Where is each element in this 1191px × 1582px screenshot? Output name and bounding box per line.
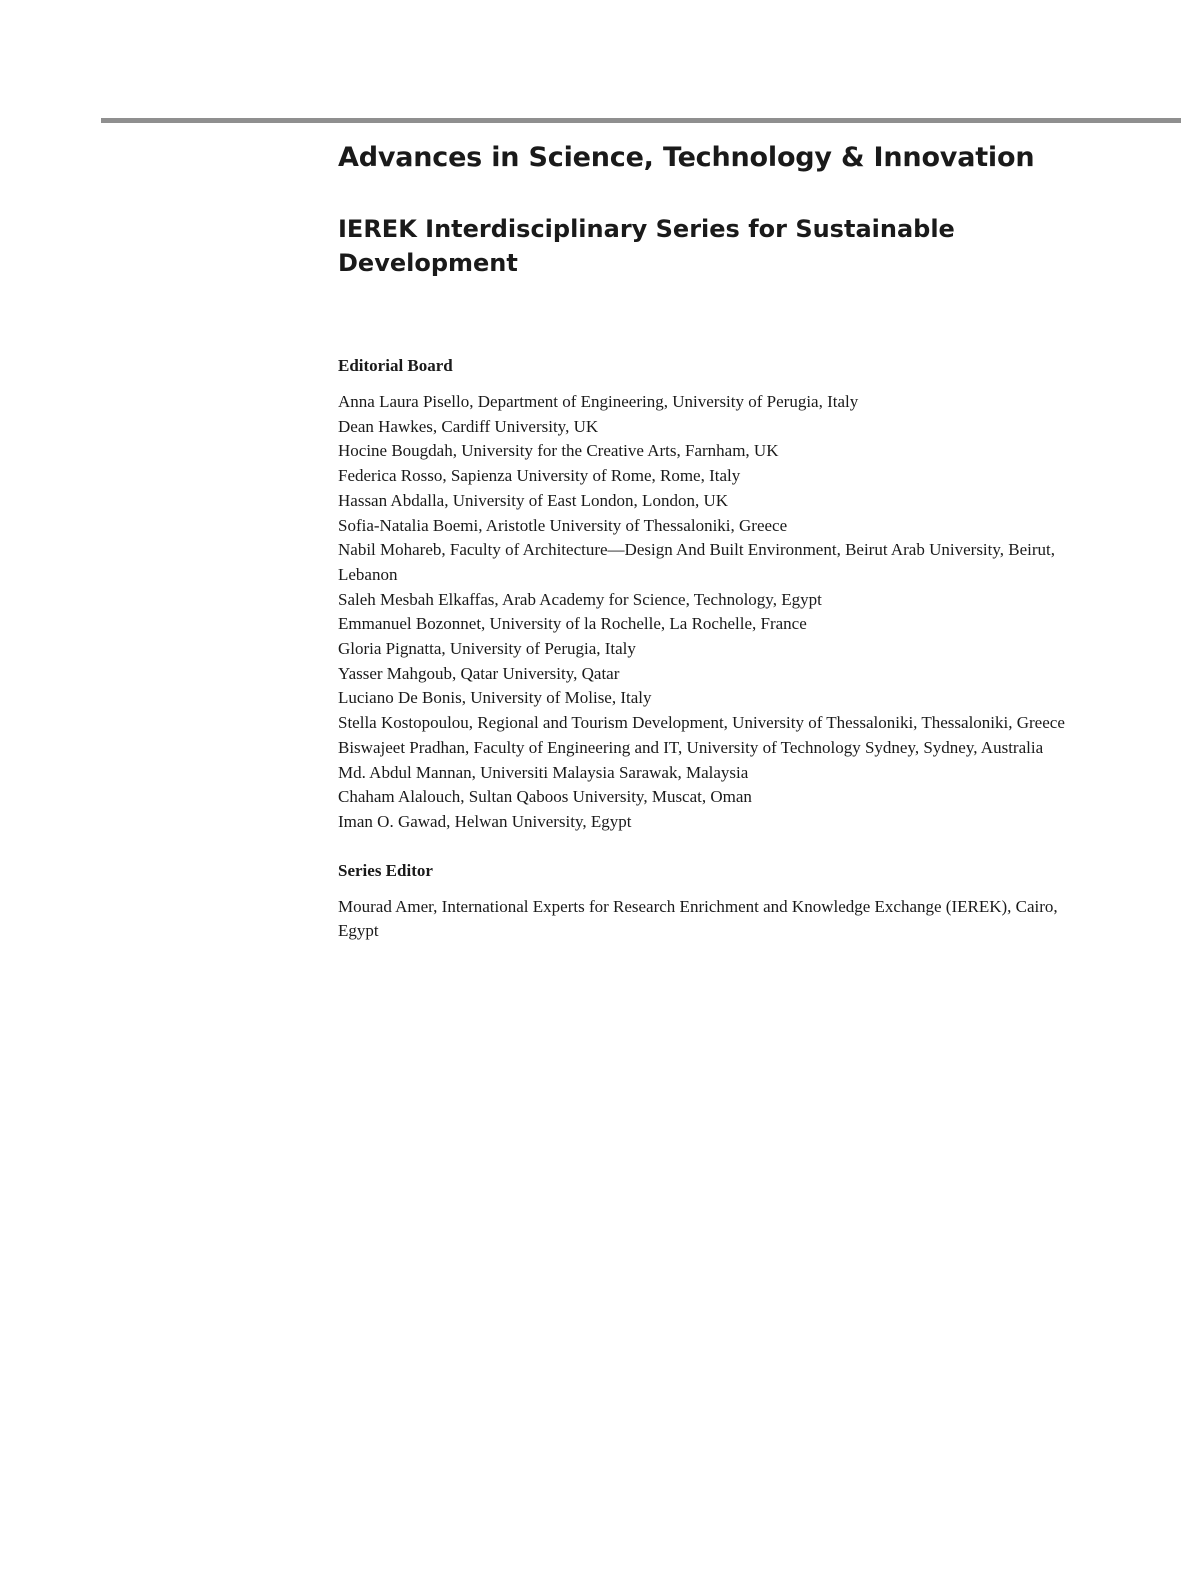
board-member: Luciano De Bonis, University of Molise, Italy: [338, 688, 652, 708]
board-member: Yasser Mahgoub, Qatar University, Qatar: [338, 663, 620, 683]
board-member: Gloria Pignatta, University of Perugia, Italy: [338, 639, 636, 659]
board-member: Hocine Bougdah, University for the Creative Arts, Farnham, UK: [338, 441, 779, 461]
board-member: Chaham Alalouch, Sultan Qaboos University, Muscat, Oman: [338, 787, 752, 807]
board-member: Federica Rosso, Sapienza University of Rome, Rome, Italy: [338, 466, 741, 486]
series-title: Advances in Science, Technology & Innovation: [338, 142, 1035, 173]
board-member: Dean Hawkes, Cardiff University, UK: [338, 416, 599, 436]
board-member: Emmanuel Bozonnet, University of la Rochelle, La Rochelle, France: [338, 614, 807, 634]
series-editor-heading: Series Editor: [338, 860, 433, 880]
board-member: Saleh Mesbah Elkaffas, Arab Academy for Science, Technology, Egypt: [338, 589, 822, 609]
series-subtitle: IEREK Interdisciplinary Series for Sustainable Development: [338, 215, 955, 277]
board-member: Stella Kostopoulou, Regional and Tourism Development, University of Thessaloniki, Thessaloniki, Greece: [338, 713, 1065, 733]
board-member: Anna Laura Pisello, Department of Engineering, University of Perugia, Italy: [338, 392, 859, 411]
board-member: Biswajeet Pradhan, Faculty of Engineering and IT, University of Technology Sydney, Sydney, Australia: [338, 737, 1044, 757]
board-member: Nabil Mohareb, Faculty of Architecture—Design And Built Environment, Beirut Arab University, Beirut, Lebanon: [338, 540, 1056, 584]
top-rule: [101, 118, 1181, 123]
page-content: [338, 138, 1138, 944]
board-member: Md. Abdul Mannan, Universiti Malaysia Sarawak, Malaysia: [338, 762, 749, 782]
board-member: Iman O. Gawad, Helwan University, Egypt: [338, 811, 632, 831]
editorial-board-heading: Editorial Board: [338, 356, 453, 375]
series-editor-text: Mourad Amer, International Experts for Research Enrichment and Knowledge Exchange (IEREK), Cairo, Egypt: [338, 896, 1058, 941]
board-member: Sofia-Natalia Boemi, Aristotle University of Thessaloniki, Greece: [338, 515, 788, 535]
editorial-board-list: [338, 390, 1088, 835]
board-member: Hassan Abdalla, University of East London, London, UK: [338, 490, 728, 510]
